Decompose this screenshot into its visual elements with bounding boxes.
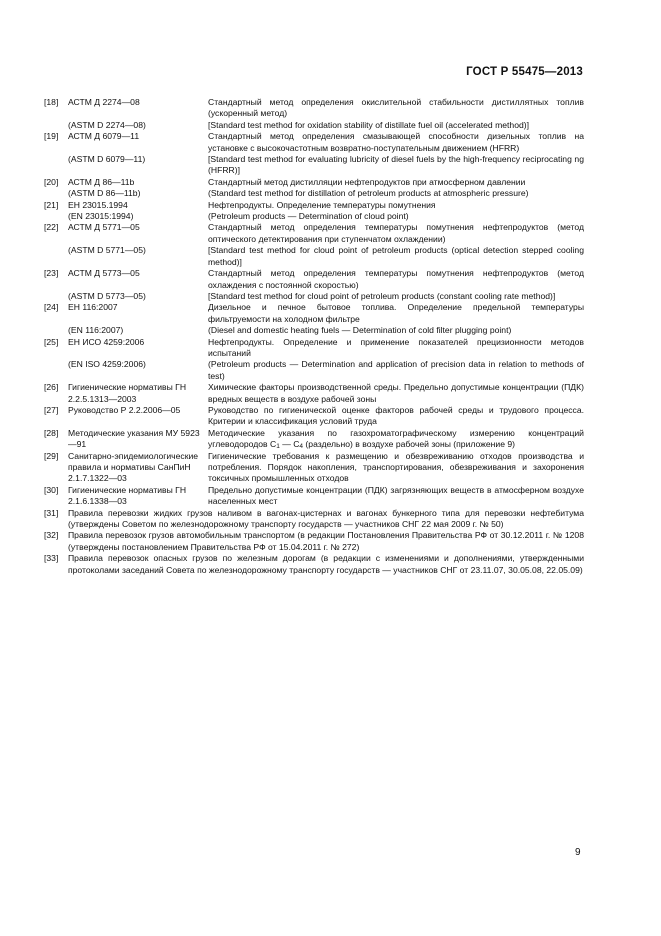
reference-item [44,302,584,325]
ref-title: (Diesel and domestic heating fuels — Determination of cold filter plugging point) [208,325,512,336]
ref-source: Руководство Р 2.2.2006—05 [68,404,181,415]
reference-item [44,530,584,553]
ref-title-part: — С [279,439,300,450]
ref-number: [18] [44,97,59,107]
ref-title: Нефтепродукты. Определение температуры помутнения [208,199,436,210]
ref-number: [33] [44,553,59,564]
ref-number: [32] [44,530,59,541]
ref-source: (ASTM D 86—11b) [68,188,141,199]
ref-title: Стандартный метод дистилляции нефтепродуктов при атмосферном давлении [208,176,526,187]
reference-item [44,211,584,222]
reference-item [44,451,584,485]
ref-number: [28] [44,427,59,438]
ref-number: [26] [44,382,59,393]
ref-title: Нефтепродукты. Определение и применение показателей прецизионности методов испытаний [208,336,584,358]
reference-item [44,222,584,245]
ref-source: АСТМ Д 2274—08 [68,97,140,107]
subscript: 1 [276,443,280,451]
ref-title: Гигиенические требования к размещению и обезвреживанию отходов производства и потребления. Порядок накопления, транспортирования, обезвреживания и захоронения токсичных промышленных отходов [208,450,584,484]
page-number: 9 [575,847,581,858]
ref-source: ЕН 23015.1994 [68,199,128,210]
ref-source: АСТМ Д 5771—05 [68,222,140,233]
ref-number: [20] [44,176,59,187]
ref-title: [Standard test method for cloud point of petroleum products (optical detection stepped cooling method)] [208,245,584,267]
reference-item [44,382,584,405]
subscript: 4 [299,443,304,451]
ref-source: АСТМ Д 6079—11 [68,131,140,142]
ref-title: Стандартный метод определения температуры помутнения нефтепродуктов (метод оптического детектирования при ступенчатом охлаждении) [208,222,584,244]
ref-source: (ASTM D 5773—05) [68,290,146,301]
ref-number: [31] [44,507,59,518]
ref-title: [Standard test method for evaluating lubricity of diesel fuels by the high-frequency reciprocating ng (HFRR)] [208,154,584,176]
reference-item [44,428,584,451]
ref-source: (ASTM D 6079—11) [68,154,146,165]
ref-source: ЕН 116:2007 [68,302,118,313]
reference-item [44,120,584,131]
reference-item [44,268,584,291]
reference-item [44,359,584,382]
reference-item [44,97,584,120]
ref-number: [21] [44,199,59,210]
ref-title: [Standard test method for cloud point of petroleum products (constant cooling rate method)] [208,290,556,301]
ref-title: Руководство по гигиенической оценке факторов рабочей среды и трудового процесса. Критерии и классификация условий труда [208,404,584,427]
ref-source: ЕН ИСО 4259:2006 [68,336,145,347]
ref-number: [22] [44,222,59,233]
ref-number: [29] [44,450,59,461]
ref-source: Санитарно-эпидемиологические правила и нормативы СанПиН 2.1.7.1322—03 [68,450,199,484]
ref-source: (EN 116:2007) [68,325,124,336]
ref-title: (Petroleum products — Determination and application of precision data in relation to methods of test) [208,359,584,381]
ref-source: АСТМ Д 5773—05 [68,268,140,279]
ref-source: (EN ISO 4259:2006) [68,359,146,370]
ref-source: (ASTM D 2274—08) [68,119,146,130]
ref-source: Методические указания МУ 5923—91 [68,427,200,450]
reference-item [44,188,584,199]
ref-title: Правила перевозок грузов автомобильным транспортом (в редакции Постановления Правительства РФ от 30.12.2011 г. № 1208 (утверждены постановлением Правительства РФ от 15.04.2011 г. № 272) [68,530,584,552]
ref-number: [23] [44,268,59,279]
ref-source: Гигиенические нормативы ГН 2.2.5.1313—2003 [68,382,187,404]
ref-source: (EN 23015:1994) [68,211,134,222]
ref-source: (ASTM D 5771—05) [68,245,146,256]
ref-number: [25] [44,336,59,347]
reference-item [44,337,584,360]
ref-title: Стандартный метод определения окислительной стабильности дистиллятных топлив (ускоренный метод) [208,97,584,119]
ref-source: Гигиенические нормативы ГН 2.1.6.1338—03 [68,484,187,507]
ref-number: [19] [44,131,59,142]
ref-number: [30] [44,484,59,495]
ref-title: Правила перевозок опасных грузов по железным дорогам (в редакции с изменениями и дополнениями, утвержденными протоколами заседаний Совета по железнодорожному транспорту государств — участников СНГ от 23.11.07, 30.05.08, 22.05.09) [68,553,584,575]
ref-title: Химические факторы производственной среды. Предельно допустимые концентрации (ПДК) вредных веществ в воздухе рабочей зоны [208,382,584,404]
reference-item [44,508,584,531]
ref-number: [24] [44,302,59,313]
reference-list [44,97,584,576]
ref-title: [Standard test method for oxidation stability of distillate fuel oil (accelerated method)] [208,119,530,130]
ref-title-part: Методические указания по газохроматографическому измерению концентраций углеводородов С [208,427,584,450]
ref-title: Предельно допустимые концентрации (ПДК) загрязняющих веществ в атмосферном воздухе населенных мест [208,484,584,507]
reference-item [44,291,584,302]
ref-title: Дизельное и печное бытовое топлива. Определение предельной температуры фильтруемости на холодном фильтре [208,302,584,324]
reference-item [44,177,584,188]
ref-title: Стандартный метод определения температуры помутнения нефтепродуктов (метод охлаждения с постоянной скоростью) [208,268,584,290]
ref-number: [27] [44,404,59,415]
reference-item [44,245,584,268]
ref-title-part: (раздельно) в воздухе рабочей зоны (приложение 9) [303,439,516,450]
reference-item [44,200,584,211]
document-header: ГОСТ Р 55475—2013 [466,66,583,78]
reference-item [44,154,584,177]
ref-source: АСТМ Д 86—11b [68,176,135,187]
reference-item [44,405,584,428]
reference-item [44,131,584,154]
ref-title: (Petroleum products — Determination of cloud point) [208,211,409,222]
ref-title [208,428,584,451]
ref-title: Правила перевозки жидких грузов наливом в вагонах-цистернах и вагонах бункерного типа для перевозки нефтебитума (утверждены Советом по железнодорожному транспорту государств — участников СНГ 22 мая 2009 г. № 50) [68,507,584,530]
ref-title: (Standard test method for distillation of petroleum products at atmospheric pressure) [208,188,529,199]
reference-item [44,553,584,576]
reference-item [44,485,584,508]
reference-item [44,325,584,336]
ref-title: Стандартный метод определения смазывающей способности дизельных топлив на установке с высокочастотным возвратно-поступательным движением (HFRR) [208,131,584,153]
